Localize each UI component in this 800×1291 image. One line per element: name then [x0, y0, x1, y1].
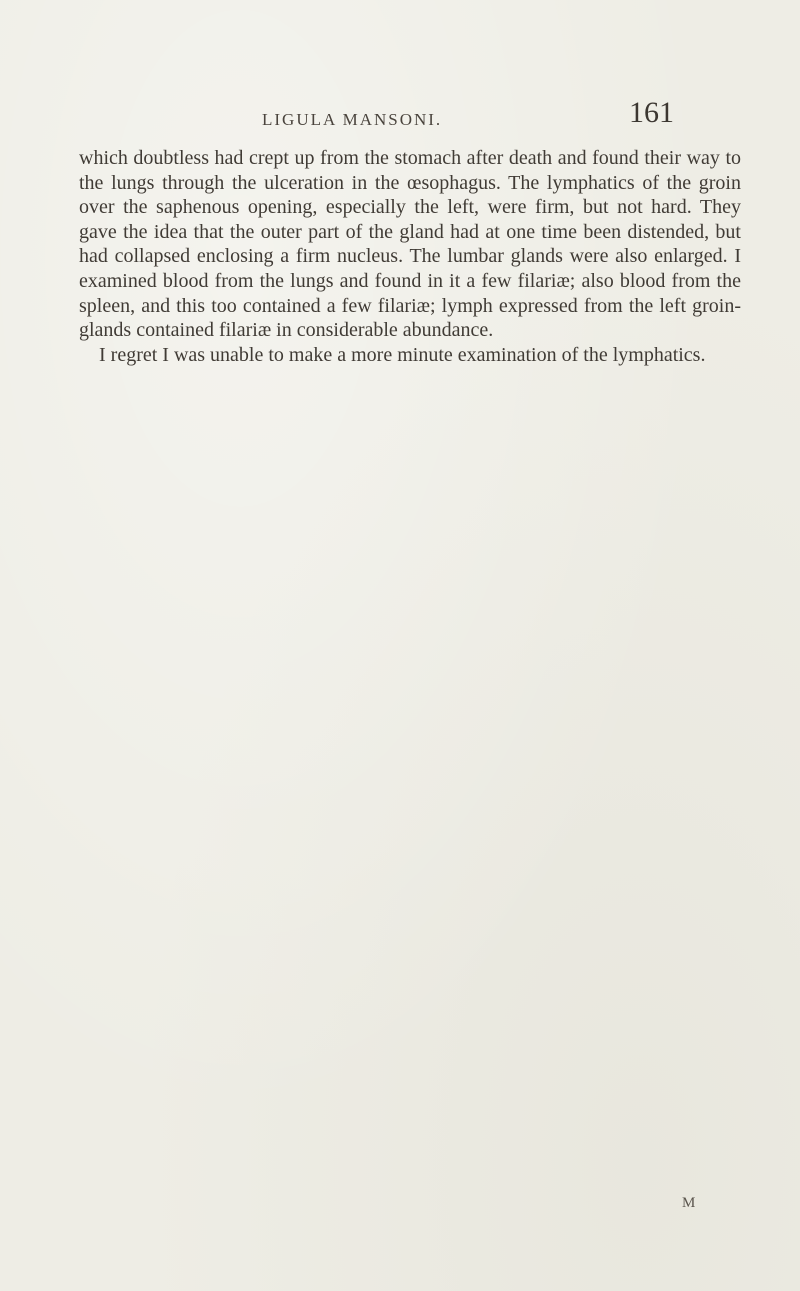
paragraph-continued: which doubtless had crept up from the stomach after death and found their way to the lungs through the ulceration in the œsophagus. The lymphatics of the groin over the saphenous opening, especially the left, were firm, but not hard. They gave the idea that the outer part of the gland had at one time been distended, but had collapsed enclosing a firm nucleus. The lumbar glands were also enlarged. I examined blood from the lungs and found in it a few filariæ; also blood from the spleen, and this too contained a few filariæ; lymph expressed from the left groin-glands contained filariæ in considerable abundance.	[79, 147, 741, 342]
body-text	[79, 146, 741, 367]
paragraph-regret: I regret I was unable to make a more minute examination of the lymphatics.	[99, 343, 706, 366]
running-title: LIGULA MANSONI.	[262, 110, 443, 129]
signature-mark: M	[682, 1195, 696, 1211]
page-number: 161	[629, 96, 674, 129]
running-header	[0, 96, 800, 136]
